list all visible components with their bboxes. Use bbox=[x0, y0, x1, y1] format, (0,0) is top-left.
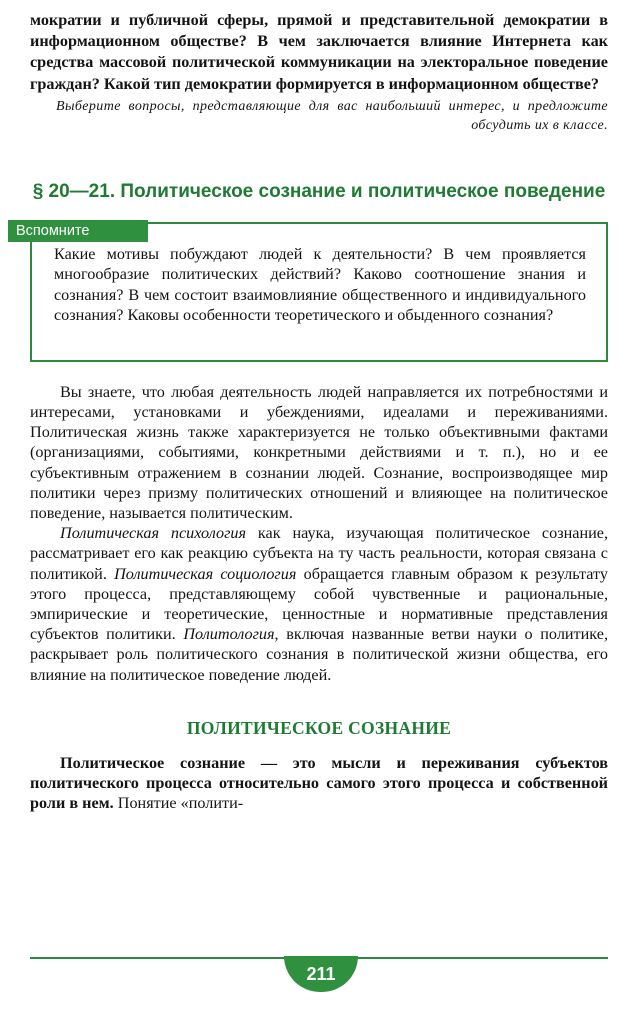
definition-paragraph bbox=[30, 753, 608, 814]
paragraph-1: Вы знаете, что любая деятельность людей направляется их потребностями и интересами, установками и убеждениями, идеалами и переживаниями. Политическая жизнь также характеризуется не только объективными фактами (организациями, событиями, конкретными действиями и т. п.), но и ее субъективным отражением в сознании людей. Сознание, воспроизводящее мир политики через призму политических отношений и влияющее на политическое поведение, называется политическим. bbox=[30, 382, 608, 523]
paragraph-2-part-1: как наука, изучающая политическое сознание, рассматривает его как реакцию субъекта на ту часть реальности, которая связана с политикой. bbox=[30, 524, 609, 583]
recall-box bbox=[16, 222, 608, 362]
definition-continuation: Понятие «полити- bbox=[113, 794, 244, 813]
term-political-psychology: Политическая психология bbox=[60, 524, 247, 543]
textbook-page bbox=[16, 10, 609, 813]
term-political-sociology: Политическая социология bbox=[114, 564, 297, 583]
subsection-heading: ПОЛИТИЧЕСКОЕ СОЗНАНИЕ bbox=[186, 717, 452, 738]
paragraph-2-part-2: обращается главным образом к результату этого процесса, представляющему собой чувственные и рациональные, эмпирические и теоретические, ценностные и нормативные представления субъектов политики. bbox=[30, 564, 608, 644]
definition-bold: Политическое сознание — это мысли и переживания субъектов политического процесса относительно самого этого процесса и собственной роли в нем. bbox=[30, 753, 608, 813]
paragraph-2-part-3: , включая названные ветви науки о политике, раскрывает роль политического сознания в политической жизни общества, его влияние на политическое поведение людей. bbox=[30, 625, 608, 684]
paragraph-2 bbox=[30, 523, 608, 685]
page-number: 211 bbox=[284, 956, 358, 992]
intro-questions: мократии и публичной сферы, прямой и представительной демократии в информационном обществе? В чем заключается влияние Интернета как средства массовой политической коммуникации на электоральное поведение граждан? Какой тип демократии формируется в информационном обществе? bbox=[30, 11, 608, 93]
section-title: § 20—21. Политическое сознание и политическое поведение bbox=[32, 180, 606, 202]
recall-questions: Какие мотивы побуждают людей к деятельности? В чем проявляется многообразие политических действий? Каково соотношение знания и сознания? В чем состоит взаимовлияние общественного и индивидуального сознания? Каковы особенности теоретического и обыденного сознания? bbox=[54, 244, 586, 325]
term-political-science: Политология bbox=[183, 625, 275, 644]
main-text bbox=[30, 382, 608, 685]
recall-label: Вспомните bbox=[8, 220, 148, 242]
task-instruction: Выберите вопросы, представляющие для вас наибольший интерес, и предложите обсудить их в классе. bbox=[56, 98, 608, 134]
